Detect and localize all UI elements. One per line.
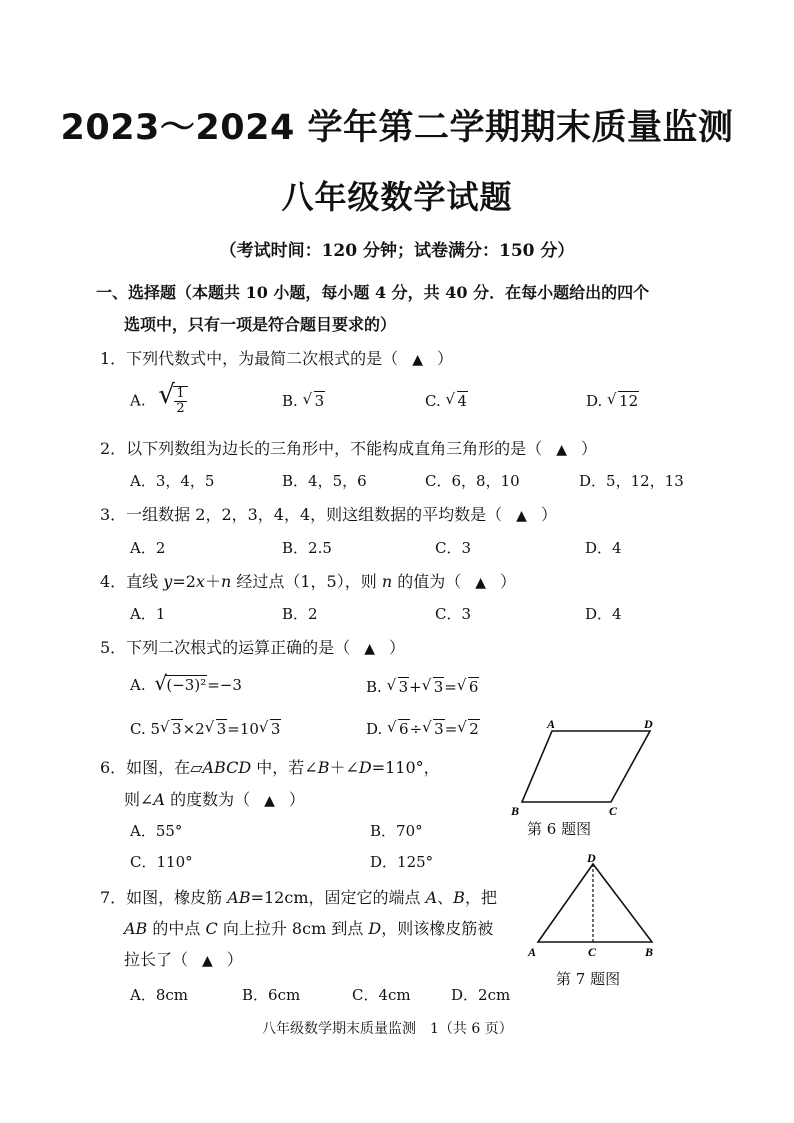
question-7-stem-line3: 拉长了（ ▲ ） bbox=[124, 950, 243, 969]
question-1-option-b: B. √ 3 bbox=[282, 390, 325, 410]
question-1-option-d: D. √ 12 bbox=[586, 390, 639, 410]
question-5-option-c: C. 5 √ 3×2 √ 3=10 √ 3 bbox=[130, 718, 281, 738]
figure-6-label-a: A bbox=[547, 717, 556, 731]
question-4-stem: 4．直线 y=2x＋n 经过点（1，5），则 n 的值为（ ▲ ） bbox=[100, 572, 517, 591]
question-7-stem-line2: AB 的中点 C 向上拉升 8cm 到点 D，则该橡皮筋被 bbox=[124, 919, 494, 938]
figure-7-label-d: D bbox=[587, 852, 596, 865]
figure-6-label-d: D bbox=[644, 717, 653, 731]
answer-mark-icon: ▲ bbox=[264, 793, 275, 809]
answer-mark-icon: ▲ bbox=[475, 575, 487, 591]
figure-7-triangle bbox=[524, 852, 664, 964]
answer-mark-icon: ▲ bbox=[412, 352, 423, 368]
answer-mark-icon: ▲ bbox=[364, 641, 375, 657]
question-5-option-d: D. √ 6÷ √ 3= √ 2 bbox=[366, 718, 479, 738]
figure-6-parallelogram bbox=[505, 716, 665, 820]
question-5-option-b: B. √ 3+ √ 3= √ 6 bbox=[366, 676, 479, 696]
figure-7-label-c: C bbox=[588, 945, 597, 959]
question-4-option-c: C．3 bbox=[435, 605, 472, 623]
figure-6-label-c: C bbox=[609, 804, 618, 818]
question-6-stem-line2: 则∠A 的度数为（ ▲ ） bbox=[124, 790, 305, 809]
question-5-stem: 5．下列二次根式的运算正确的是（ ▲ ） bbox=[100, 638, 405, 657]
figure-7-label-b: B bbox=[645, 945, 654, 959]
question-7-option-a: A．8cm bbox=[130, 986, 189, 1004]
figure-6-caption: 第 6 题图 bbox=[527, 820, 592, 838]
page-footer: 八年级数学期末质量监测 1（共 6 页） bbox=[262, 1021, 513, 1037]
question-2-stem: 2．以下列数组为边长的三角形中，不能构成直角三角形的是（ ▲ ） bbox=[100, 439, 597, 458]
question-1-option-c: C. √ 4 bbox=[425, 390, 468, 410]
question-4-option-d: D．4 bbox=[585, 605, 622, 623]
question-1-stem: 1．下列代数式中，为最简二次根式的是（ ▲ ） bbox=[100, 349, 453, 368]
question-2-option-b: B．4，5，6 bbox=[282, 472, 367, 490]
answer-mark-icon: ▲ bbox=[556, 442, 567, 458]
exam-info: （考试时间：120 分钟；试卷满分：150 分） bbox=[219, 241, 575, 261]
question-3-option-a: A．2 bbox=[130, 539, 166, 557]
exam-subtitle: 八年级数学试题 bbox=[281, 178, 513, 216]
answer-mark-icon: ▲ bbox=[516, 508, 527, 524]
question-2-option-a: A．3，4，5 bbox=[130, 472, 215, 490]
question-6-option-b: B．70° bbox=[370, 822, 423, 840]
answer-mark-icon: ▲ bbox=[202, 953, 213, 969]
question-6-option-a: A．55° bbox=[130, 822, 183, 840]
question-6-option-d: D．125° bbox=[370, 853, 434, 871]
question-6-option-c: C．110° bbox=[130, 853, 193, 871]
question-3-option-c: C．3 bbox=[435, 539, 472, 557]
question-7-option-c: C．4cm bbox=[352, 986, 411, 1004]
exam-title: 2023～2024 学年第二学期期末质量监测 bbox=[60, 108, 734, 148]
question-2-option-d: D．5，12，13 bbox=[579, 472, 684, 490]
section-heading-line1: 一、选择题（本题共 10 小题，每小题 4 分，共 40 分．在每小题给出的四个 bbox=[96, 283, 650, 302]
question-3-option-d: D．4 bbox=[585, 539, 622, 557]
figure-6-label-b: B bbox=[511, 804, 520, 818]
question-2-option-c: C．6，8，10 bbox=[425, 472, 520, 490]
question-4-option-a: A．1 bbox=[130, 605, 166, 623]
question-4-option-b: B．2 bbox=[282, 605, 318, 623]
question-6-stem: 6．如图，在▱ABCD 中，若∠B＋∠D=110°， bbox=[100, 758, 440, 777]
section-heading-line2: 选项中，只有一项是符合题目要求的） bbox=[124, 315, 397, 334]
question-7-stem: 7．如图，橡皮筋 AB=12cm，固定它的端点 A、B，把 bbox=[100, 888, 497, 907]
question-3-stem: 3．一组数据 2，2，3，4，4，则这组数据的平均数是（ ▲ ） bbox=[100, 505, 557, 524]
question-3-option-b: B．2.5 bbox=[282, 539, 332, 557]
question-5-option-a: A. √ (−3)²=−3 bbox=[130, 671, 242, 695]
figure-7-label-a: A bbox=[528, 945, 537, 959]
figure-7-caption: 第 7 题图 bbox=[556, 970, 621, 988]
question-7-option-b: B．6cm bbox=[242, 986, 301, 1004]
question-7-option-d: D．2cm bbox=[451, 986, 511, 1004]
question-1-option-a: A. √ $\frac{1}{2}$ bbox=[130, 386, 188, 416]
